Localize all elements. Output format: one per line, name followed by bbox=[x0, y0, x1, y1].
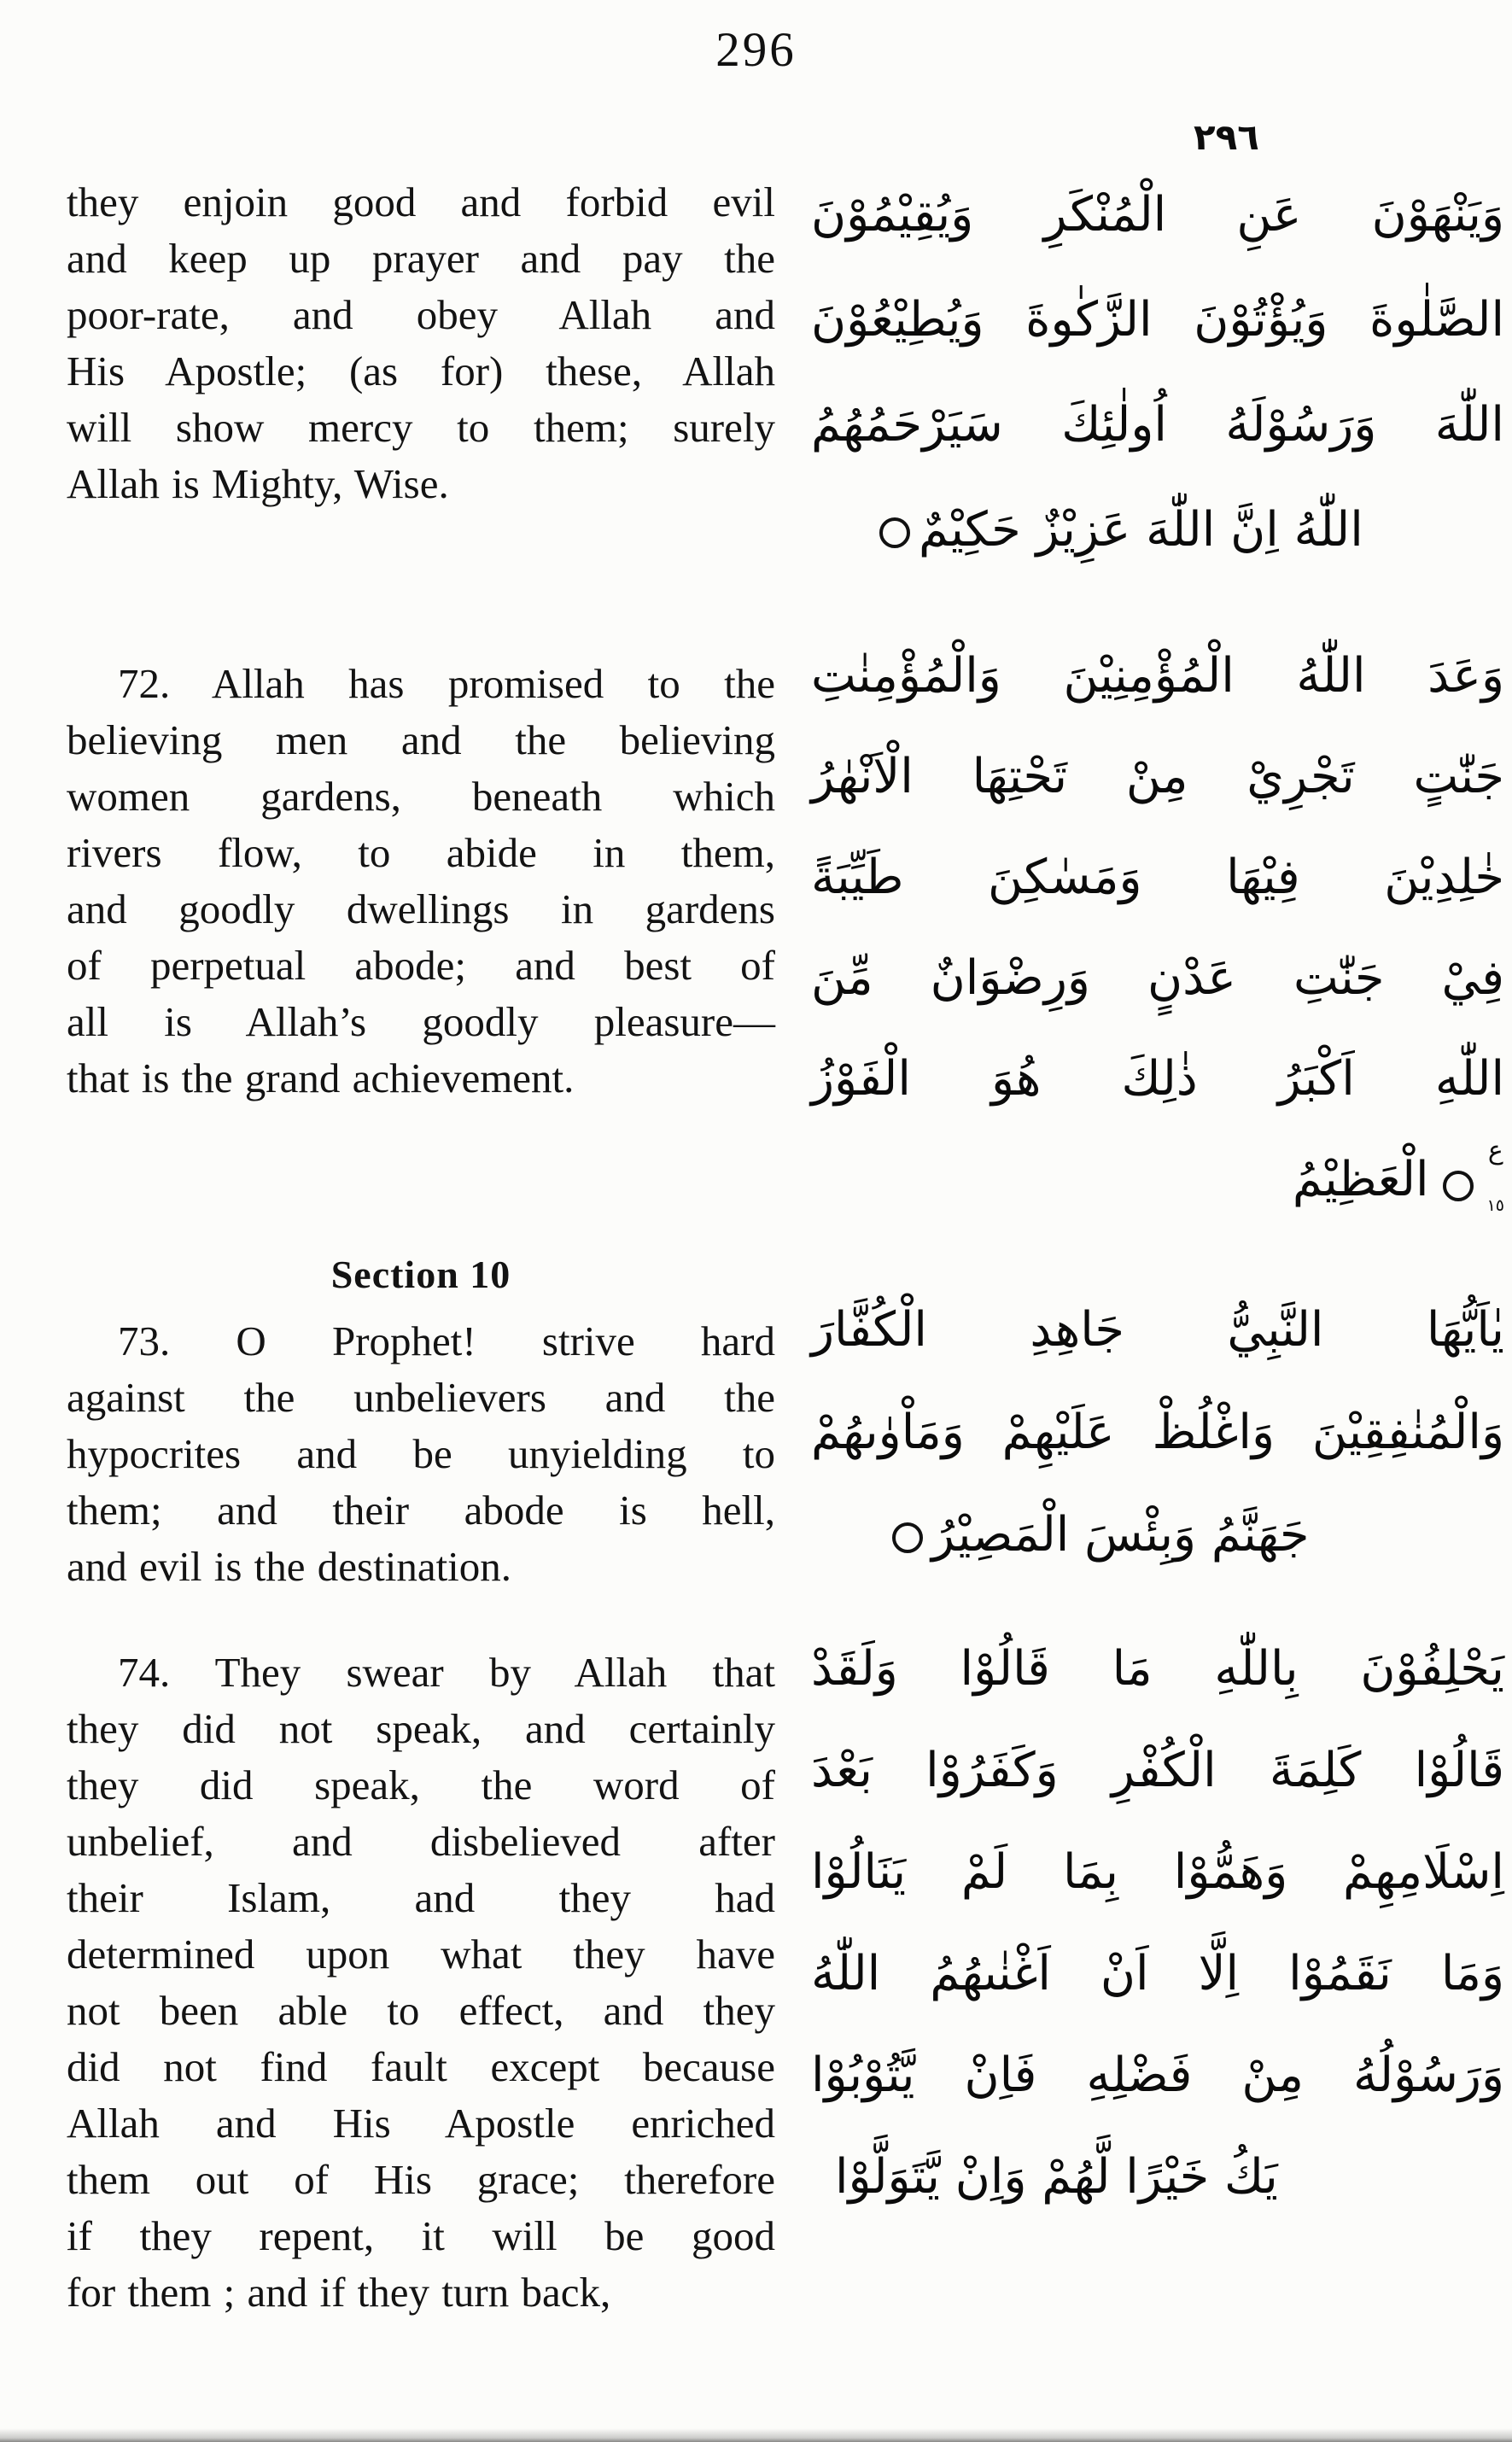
arabic-line bbox=[811, 1279, 1504, 1382]
arabic-line bbox=[811, 372, 1504, 477]
arabic-line bbox=[811, 1382, 1504, 1484]
english-text-line: them; and their abode is hell, bbox=[67, 1487, 775, 1534]
english-text-line: and keep up prayer and pay the bbox=[67, 235, 775, 282]
english-text-line: women gardens, beneath which bbox=[67, 773, 775, 820]
arabic-verse73-block bbox=[811, 1279, 1504, 1586]
arabic-text: اللّٰهَ وَرَسُوْلَهُ اُولٰئِكَ سَيَرْحَمُهُمُ bbox=[811, 397, 1504, 453]
english-text-line: unbelief, and disbelieved after bbox=[67, 1818, 775, 1865]
english-paragraph-verse74 bbox=[67, 1645, 775, 2321]
arabic-text: وَمَا نَقَمُوْا اِلَّا اَنْ اَغْنٰىهُمُ اللّٰهُ bbox=[811, 1946, 1504, 2001]
english-text-line: they did speak, the word of bbox=[67, 1761, 775, 1808]
english-text-line: for them ; and if they turn back, bbox=[67, 2269, 611, 2316]
arabic-line-verse-end-ruku bbox=[811, 1130, 1504, 1230]
english-text-line: of perpetual abode; and best of bbox=[67, 942, 775, 989]
english-text-line: if they repent, it will be good bbox=[67, 2212, 775, 2259]
arabic-text: يٰاَيُّهَا النَّبِيُّ جَاهِدِ الْكُفَّارَ bbox=[811, 1302, 1504, 1358]
english-text-line: determined upon what they have bbox=[67, 1931, 775, 1978]
arabic-line bbox=[811, 1720, 1504, 1821]
arabic-line bbox=[811, 727, 1504, 827]
english-text-line: their Islam, and they had bbox=[67, 1874, 775, 1921]
arabic-text: قَالُوْا كَلِمَةَ الْكُفْرِ وَكَفَرُوْا بَعْدَ bbox=[811, 1743, 1504, 1798]
english-text-line: them out of His grace; therefore bbox=[67, 2156, 775, 2203]
english-text-line: they did not speak, and certainly bbox=[67, 1705, 775, 1752]
arabic-text: الصَّلٰوةَ وَيُؤْتُوْنَ الزَّكٰوةَ وَيُطِيْعُوْنَ bbox=[811, 292, 1504, 348]
arabic-text: اِسْلَامِهِمْ وَهَمُّوْا بِمَا لَمْ يَنَالُوْا bbox=[811, 1844, 1504, 1900]
english-text-line: rivers flow, to abide in them, bbox=[67, 829, 775, 876]
arabic-text: يَكُ خَيْرًا لَّهُمْ وَاِنْ يَّتَوَلَّوْا bbox=[835, 2149, 1278, 2205]
english-text-line: 74. They swear by Allah that bbox=[118, 1649, 775, 1696]
arabic-page-number: ٢٩٦ bbox=[1194, 116, 1259, 158]
page-number: 296 bbox=[715, 23, 797, 77]
arabic-text: وَالْمُنٰفِقِيْنَ وَاغْلُظْ عَلَيْهِمْ وَمَاْوٰىهُمْ bbox=[811, 1405, 1504, 1460]
english-text-line: and goodly dwellings in gardens bbox=[67, 885, 775, 932]
arabic-line bbox=[811, 1618, 1504, 1720]
arabic-text: الْعَظِيْمُ bbox=[1292, 1152, 1429, 1207]
arabic-line bbox=[811, 1821, 1504, 1923]
arabic-text: وَعَدَ اللّٰهُ الْمُؤْمِنِيْنَ وَالْمُؤْمِنٰتِ bbox=[811, 648, 1504, 704]
english-paragraph-verse73 bbox=[67, 1313, 775, 1595]
ruku-number: ١٥ bbox=[1486, 1195, 1504, 1215]
english-text-line: Allah is Mighty, Wise. bbox=[67, 460, 449, 507]
arabic-text: يَحْلِفُوْنَ بِاللّٰهِ مَا قَالُوْا وَلَقَدْ bbox=[811, 1641, 1504, 1697]
arabic-text: جَهَنَّمُ وَبِئْسَ الْمَصِيْرُ bbox=[931, 1507, 1310, 1563]
english-text-line: His Apostle; (as for) these, Allah bbox=[67, 348, 775, 394]
english-text-line: not been able to effect, and they bbox=[67, 1987, 775, 2034]
english-text-line: all is Allah’s goodly pleasure— bbox=[67, 998, 775, 1045]
english-text-line: against the unbelievers and the bbox=[67, 1374, 775, 1421]
arabic-text: خٰلِدِيْنَ فِيْهَا وَمَسٰكِنَ طَيِّبَةً bbox=[811, 850, 1504, 905]
ruku-marker bbox=[1486, 1135, 1504, 1215]
english-text-line: hypocrites and be unyielding to bbox=[67, 1430, 775, 1477]
english-text-line: 72. Allah has promised to the bbox=[118, 660, 775, 707]
end-of-ayah-icon bbox=[879, 517, 910, 548]
end-of-ayah-icon bbox=[892, 1522, 923, 1553]
english-text-line: Allah and His Apostle enriched bbox=[67, 2100, 775, 2147]
arabic-line bbox=[811, 162, 1504, 267]
arabic-text: وَرَسُوْلُهُ مِنْ فَضْلِهِ فَاِنْ يَّتُوْبُوْا bbox=[811, 2048, 1504, 2103]
section-heading: Section 10 bbox=[330, 1253, 511, 1296]
arabic-verse71-block bbox=[811, 162, 1504, 582]
english-text-line: 73. O Prophet! strive hard bbox=[118, 1317, 775, 1364]
english-text-line: they enjoin good and forbid evil bbox=[67, 178, 775, 225]
arabic-line bbox=[811, 626, 1504, 727]
arabic-line bbox=[811, 928, 1504, 1029]
arabic-line bbox=[811, 2024, 1504, 2126]
english-text-line: did not find fault except because bbox=[67, 2043, 775, 2090]
arabic-text: وَيَنْهَوْنَ عَنِ الْمُنْكَرِ وَيُقِيْمُوْنَ bbox=[811, 187, 1504, 242]
arabic-line-verse-end bbox=[811, 477, 1504, 582]
english-text-line: that is the grand achievement. bbox=[67, 1054, 575, 1101]
ruku-ain-glyph: ع bbox=[1487, 1135, 1503, 1166]
arabic-verse72-block bbox=[811, 626, 1504, 1230]
end-of-ayah-icon bbox=[1443, 1171, 1474, 1201]
arabic-text: اللّٰهُ اِنَّ اللّٰهَ عَزِيْزٌ حَكِيْمٌ bbox=[919, 502, 1363, 558]
arabic-line bbox=[811, 827, 1504, 928]
arabic-text: فِيْ جَنّٰتِ عَدْنٍ وَرِضْوَانٌ مِّنَ bbox=[811, 950, 1504, 1006]
english-text-line: will show mercy to them; surely bbox=[67, 404, 775, 451]
arabic-line-verse-end bbox=[811, 1484, 1504, 1586]
english-text-line: poor-rate, and obey Allah and bbox=[67, 291, 775, 338]
english-text-line: believing men and the believing bbox=[67, 716, 775, 763]
arabic-line bbox=[811, 1029, 1504, 1130]
scan-bottom-shadow bbox=[0, 2428, 1512, 2442]
english-paragraph-verse72 bbox=[67, 656, 775, 1107]
arabic-line bbox=[811, 1923, 1504, 2024]
english-text-line: and evil is the destination. bbox=[67, 1543, 512, 1590]
arabic-line bbox=[811, 267, 1504, 372]
english-paragraph-verse71-continuation bbox=[67, 174, 775, 512]
arabic-text: اللّٰهِ اَكْبَرُ ذٰلِكَ هُوَ الْفَوْزُ bbox=[811, 1051, 1504, 1107]
arabic-line bbox=[811, 2126, 1504, 2228]
arabic-verse74-block bbox=[811, 1618, 1504, 2228]
arabic-text: جَنّٰتٍ تَجْرِيْ مِنْ تَحْتِهَا الْاَنْهٰرُ bbox=[811, 749, 1504, 804]
